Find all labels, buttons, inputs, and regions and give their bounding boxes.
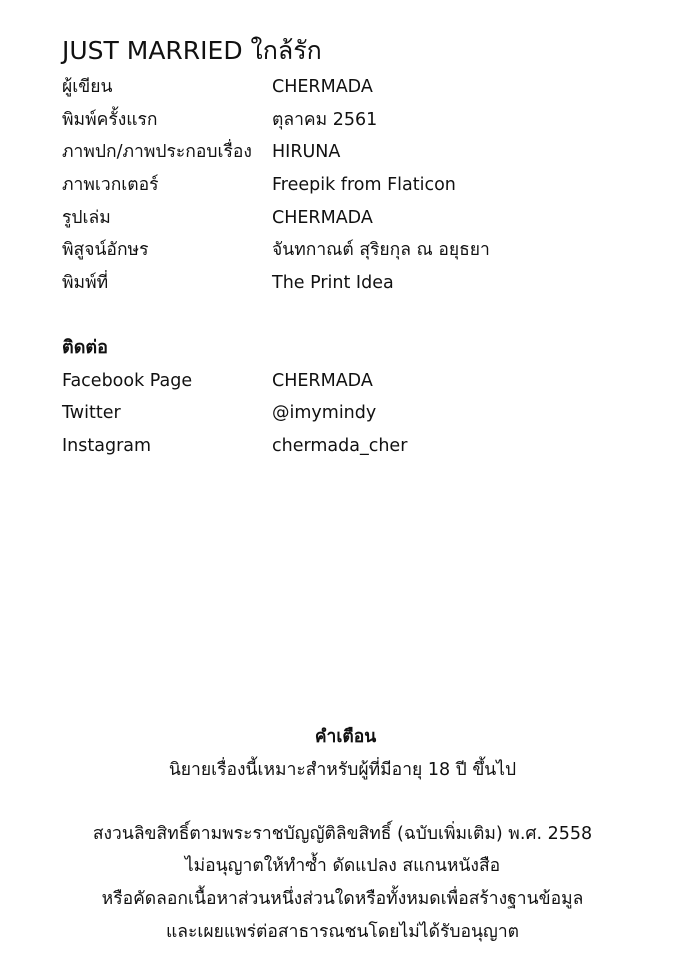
contact-value: @imymindy [272,403,377,423]
credit-value: HIRUNA [272,142,341,162]
contact-label: Twitter [62,403,121,423]
credit-value: จันทกาณต์ สุริยกุล ณ อยุธยา [272,240,490,260]
contact-value: CHERMADA [272,371,373,391]
credit-label: พิมพ์ที่ [62,273,109,293]
credit-label: ภาพเวกเตอร์ [62,175,159,195]
copyright-line: และเผยแพร่ต่อสาธารณชนโดยไม่ได้รับอนุญาต [165,922,520,942]
credit-value: The Print Idea [272,273,394,293]
contact-label: Facebook Page [62,371,193,391]
credit-value: ตุลาคม 2561 [272,109,378,130]
credit-value: CHERMADA [272,208,373,228]
credit-label: พิสูจน์อักษร [62,240,149,260]
copyright-line: ไม่อนุญาตให้ทำซ้ำ ดัดแปลง สแกนหนังสือ [184,856,501,876]
credit-value: CHERMADA [272,77,373,97]
credit-label: ภาพปก/ภาพประกอบเรื่อง [62,142,252,162]
credit-label: พิมพ์ครั้งแรก [62,109,158,130]
warning-heading: คำเตือน [314,727,377,747]
credit-value: Freepik from Flaticon [272,175,456,195]
book-title: JUST MARRIED ใกล้รัก [62,36,322,65]
copyright-line: หรือคัดลอกเนื้อหาส่วนหนึ่งส่วนใดหรือทั้งหมดเพื่อสร้างฐานข้อมูล [101,889,584,909]
copyright-line: สงวนลิขสิทธิ์ตามพระราชบัญญัติลิขสิทธิ์ (ฉบับเพิ่มเติม) พ.ศ. 2558 [92,824,593,844]
contact-heading: ติดต่อ [62,337,108,358]
credit-label: ผู้เขียน [62,77,113,97]
contact-label: Instagram [62,436,152,456]
credit-label: รูปเล่ม [62,208,111,228]
contact-value: chermada_cher [272,436,408,456]
warning-text: นิยายเรื่องนี้เหมาะสำหรับผู้ที่มีอายุ 18 ปี ขึ้นไป [168,760,517,780]
